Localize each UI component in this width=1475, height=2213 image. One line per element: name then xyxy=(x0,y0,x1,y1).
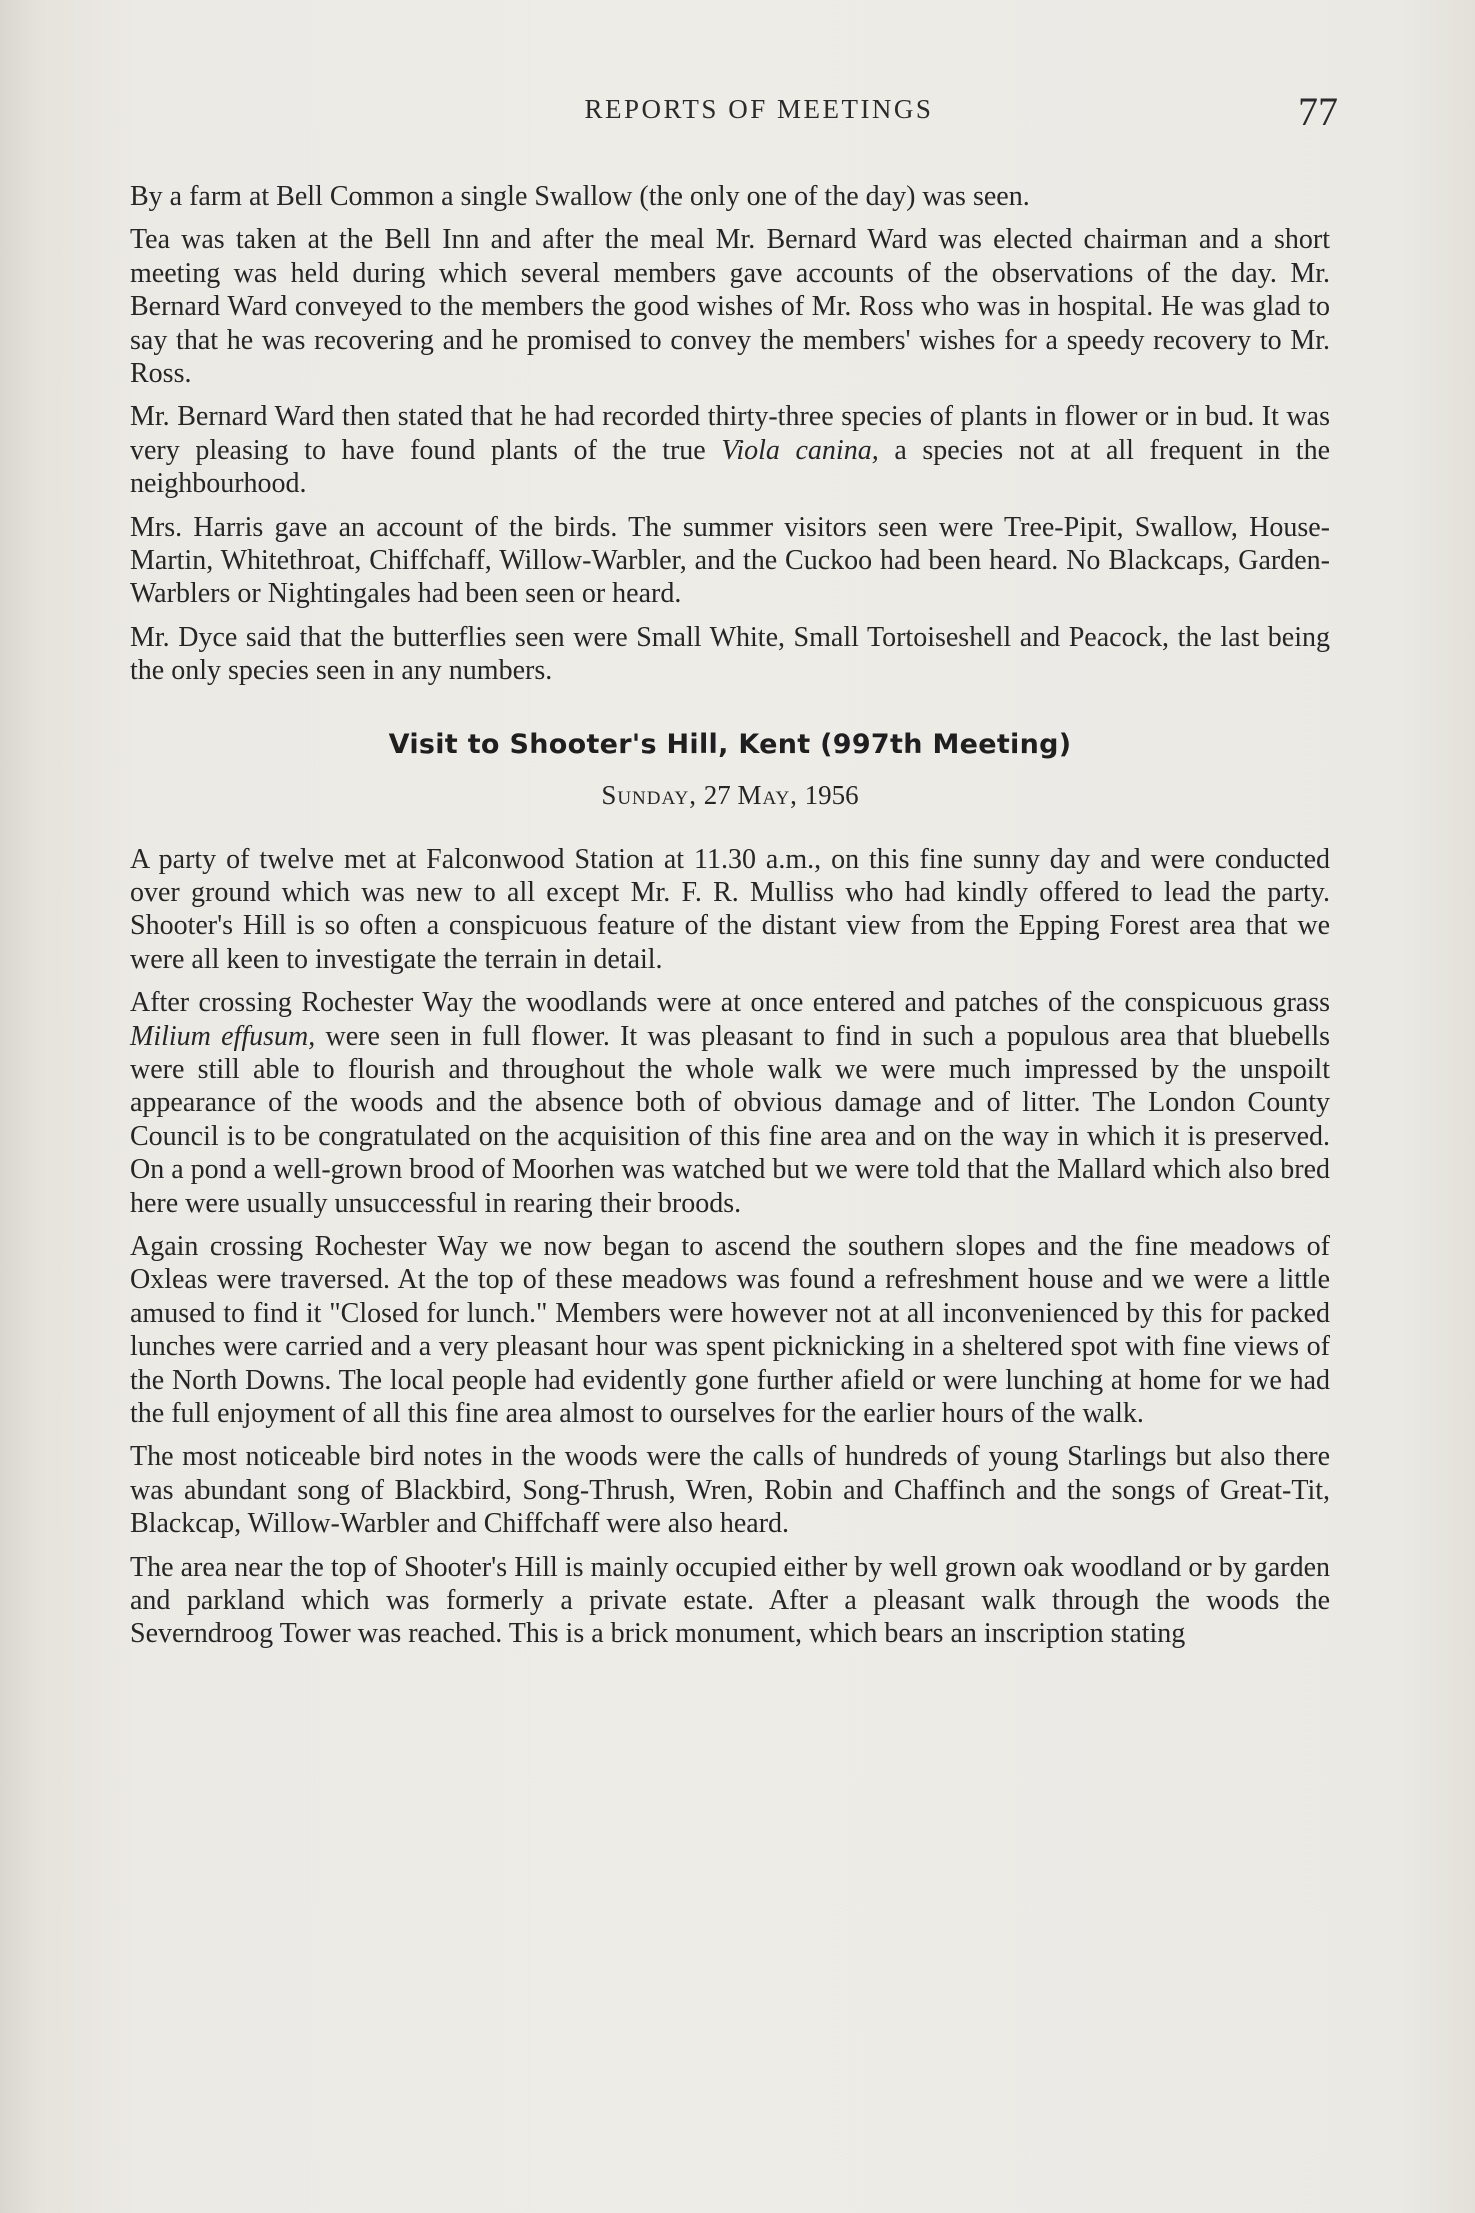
paragraph-woodlands xyxy=(130,986,1330,1220)
paragraph-tea-meeting: Tea was taken at the Bell Inn and after the meal Mr. Bernard Ward was elected chairman and a short meeting was held during which several members gave accounts of the observations of the day. Mr. Bernard Ward conveyed to the members the good wishes of Mr. Ross who was in hospital. He was glad to say that he was recovering and he promised to convey the members' wishes for a speedy recovery to Mr. Ross. xyxy=(130,224,1330,390)
text-run: a species not at all frequent in the neighbourhood. xyxy=(130,434,1331,500)
paragraph-tower: The area near the top of Shooter's Hill is mainly occupied either by well grown oak woodland or by garden and parkland which was formerly a private estate. After a pleasant walk through the woods the Severndroog Tower was reached. This is a brick monument, which bears an inscription stating xyxy=(130,1551,1330,1650)
paragraph-birds: Mrs. Harris gave an account of the birds. The summer visitors seen were Tree-Pipit, Swallow, House-Martin, Whitethroat, Chiffchaff, Willow-Warbler, and the Cuckoo had been heard. No Blackcaps, Garden-Warblers or Nightingales had been seen or heard. xyxy=(130,511,1330,610)
date-month: May, xyxy=(737,780,798,811)
section-date xyxy=(130,779,1330,812)
running-header xyxy=(180,88,1338,138)
paragraph-plants xyxy=(130,400,1330,500)
text-run: Mr. Bernard Ward then stated that he had recorded thirty-three species of plants in flower or in bud. It was very pleasing to have found plants of the true xyxy=(130,401,1330,466)
paragraph-party: A party of twelve met at Falconwood Station at 11.30 a.m., on this fine sunny day and were conducted over ground which was new to all except Mr. F. R. Mulliss who had kindly offered to lead the party. Shooter's Hill is so often a conspicuous feature of the distant view from the Epping Forest area that we were all keen to investigate the terrain in detail. xyxy=(130,843,1330,975)
body-text xyxy=(130,180,1330,1661)
species-name: Milium effusum, xyxy=(130,1020,316,1052)
paragraph-bird-notes: The most noticeable bird notes in the woods were the calls of hundreds of young Starlings but also there was abundant song of Blackbird, Song-Thrush, Wren, Robin and Chaffinch and the songs of Great-Tit, Blackcap, Willow-Warbler and Chiffchaff were also heard. xyxy=(130,1441,1330,1540)
section-heading: Visit to Shooter's Hill, Kent (997th Meeting) xyxy=(388,728,1072,760)
date-year: 1956 xyxy=(804,780,859,811)
date-day: Sunday, xyxy=(601,780,697,811)
paragraph-swallow: By a farm at Bell Common a single Swallow (the only one of the day) was seen. xyxy=(130,181,1030,212)
species-name: Viola canina, xyxy=(721,434,879,466)
text-run: were seen in full flower. It was pleasant to find in such a populous area that bluebells were still able to flourish and throughout the whole walk we were much impressed by the unspoilt appearance of the woods and the absence both of obvious damage and of litter. The London County Council is to be congratulated on the acquisition of this fine area and on the way in which it is preserved. On a pond a well-grown brood of Moorhen was watched but we were told that the Mallard which also bred here were usually unsuccessful in rearing their broods. xyxy=(130,1020,1330,1219)
text-run: After crossing Rochester Way the woodlands were at once entered and patches of the conspicuous grass xyxy=(130,987,1330,1019)
date-num: 27 xyxy=(703,780,731,811)
paragraph-meadows: Again crossing Rochester Way we now began to ascend the southern slopes and the fine meadows of Oxleas were traversed. At the top of these meadows was found a refreshment house and we were a little amused to find it "Closed for lunch." Members were however not at all inconvenienced by this for packed lunches were carried and a very pleasant hour was spent picknicking in a sheltered spot with fine views of the North Downs. The local people had evidently gone further afield or were lunching at home for we had the full enjoyment of all this fine area almost to ourselves for the earlier hours of the walk. xyxy=(130,1230,1330,1429)
running-title: REPORTS OF MEETINGS xyxy=(584,94,934,124)
page-number: 77 xyxy=(1298,89,1338,134)
paragraph-butterflies: Mr. Dyce said that the butterflies seen were Small White, Small Tortoiseshell and Peacock, the last being the only species seen in any numbers. xyxy=(130,621,1330,687)
